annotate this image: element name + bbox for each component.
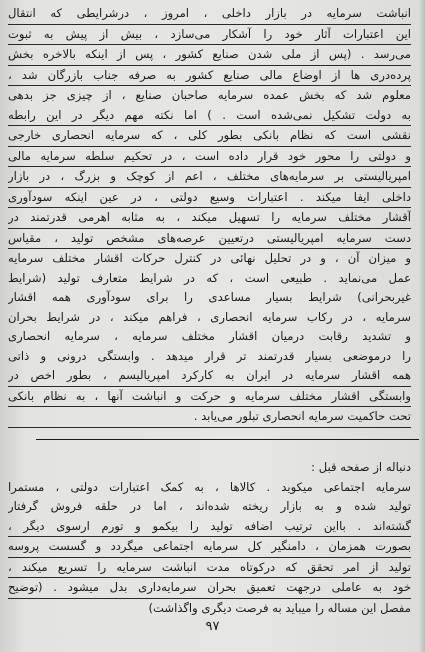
page-binding-shadow bbox=[419, 0, 425, 652]
text-line: تحت حاکمیت سرمایه انحصاری تبلور می‌یابد . bbox=[8, 407, 411, 428]
text-line: به دولت تشکیل نمی‌شده است . ) اما نکته مهم دیگر در این رابطه bbox=[8, 106, 411, 127]
continuation-heading: دنباله از صفحه قبل : bbox=[311, 460, 411, 474]
text-line: سرمایه ، در رکاب سرمایه انحصاری ، فراهم میکند ، در شرایط بحران bbox=[8, 309, 411, 324]
text-line: انباشت سرمایه در بازار داخلی ، امروز ، درشرایطی که انتقال bbox=[8, 4, 411, 25]
text-line: همه اقشار سرمایه در ایران به کارکرد امپریالیسم ، بطور اخص در bbox=[8, 366, 411, 387]
text-line: سرمایه اجتماعی میکوید . کالاها ، به کمک اعتبارات دولتی ، مستمرا bbox=[8, 479, 411, 494]
section-divider bbox=[36, 439, 419, 440]
text-line: مفصل این مساله را میباید به فرصت دیگری واگذاشت) bbox=[148, 600, 411, 615]
text-line: داخلی ایفا میکند . اعتبارات وسیع دولتی ، در عین اینکه سودآوری bbox=[8, 188, 411, 209]
text-line: را درموضعی بسیار قدرتمند تر قرار میدهد . وابستگی درونی و ذاتی bbox=[8, 348, 411, 363]
text-line: غیربحرانی) شرایط بسیار مساعدی را برای سودآوری همه اقشار bbox=[8, 290, 411, 304]
text-line: وابستگی اقشار مختلف سرمایه و حرکت و انباشت آنها ، به نظام بانکی bbox=[8, 387, 411, 408]
text-line: و میزان آن ، و در تحلیل نهائی در کنترل حرکات اقشار مختلف سرمایه bbox=[8, 251, 411, 265]
text-line: تولید از امر تحقق که درکوتاه مدت انباشت سرمایه را تسریع میکند ، bbox=[8, 558, 411, 579]
text-line: پرده‌دری ها از اوضاع مالی صنایع کشور به صرفه جناب بازرگان شد ، bbox=[8, 66, 411, 87]
text-line: و دولتی را محور خود قرار داده است ، در تحکیم سلطه سرمایه مالی bbox=[8, 147, 411, 168]
text-line: تولید شده و به بازار ریخته شده‌اند ، اما در حلقه فروش گرفتار bbox=[8, 499, 411, 513]
text-line: عمل می‌نماید . طبیعی است ، که در شرایط متعارف تولید (شرایط bbox=[8, 270, 411, 285]
main-paragraph bbox=[8, 4, 411, 428]
text-line: نقشی است که نظام بانکی بطور کلی ، که سرمایه انحصاری خارجی bbox=[8, 126, 411, 147]
text-line: آقشار مختلف سرمایه را تسهیل میکند ، به مثابه اهرمی قدرتمند در bbox=[8, 208, 411, 229]
text-line: خود به عاملی درجهت تعمیق بحران سرمایه‌داری بدل میشود . (توضیح bbox=[8, 578, 411, 599]
text-line: گشته‌اند . بااین ترتیب اضافه تولید را بیکمو و تورم ارسوی دیگر ، bbox=[8, 517, 411, 538]
text-line: معلوم شد که بخش عمده سرمایه صاحبان صنایع ، از چیزی جز بدهی bbox=[8, 88, 411, 102]
text-line: بصورت همزمان ، دامنگیر کل سرمایه اجتماعی میگردد و گسست پروسه bbox=[8, 537, 411, 558]
text-line: امپریالیستی بر سرمایه‌های مختلف ، اعم از کوچک و بزرگ ، در بازار bbox=[8, 167, 411, 188]
text-line: و تشدید رقابت درمیان اقشار مختلف سرمایه ، سرمایه انحصاری bbox=[8, 329, 411, 343]
text-line: این اعتبارات آثار خود را آشکار می‌سازد ، بیش از پیش به ثبوت bbox=[8, 25, 411, 46]
text-line: می‌رسد . (پس از ملی شدن صنایع کشور ، پس از اینکه بالاخره بخش bbox=[8, 45, 411, 66]
continuation-section bbox=[8, 458, 411, 618]
text-line: دست سرمایه امپریالیستی درتعیین عرصه‌های مشخص تولید ، مقیاس bbox=[8, 229, 411, 250]
page-number: ۹۷ bbox=[205, 619, 220, 634]
